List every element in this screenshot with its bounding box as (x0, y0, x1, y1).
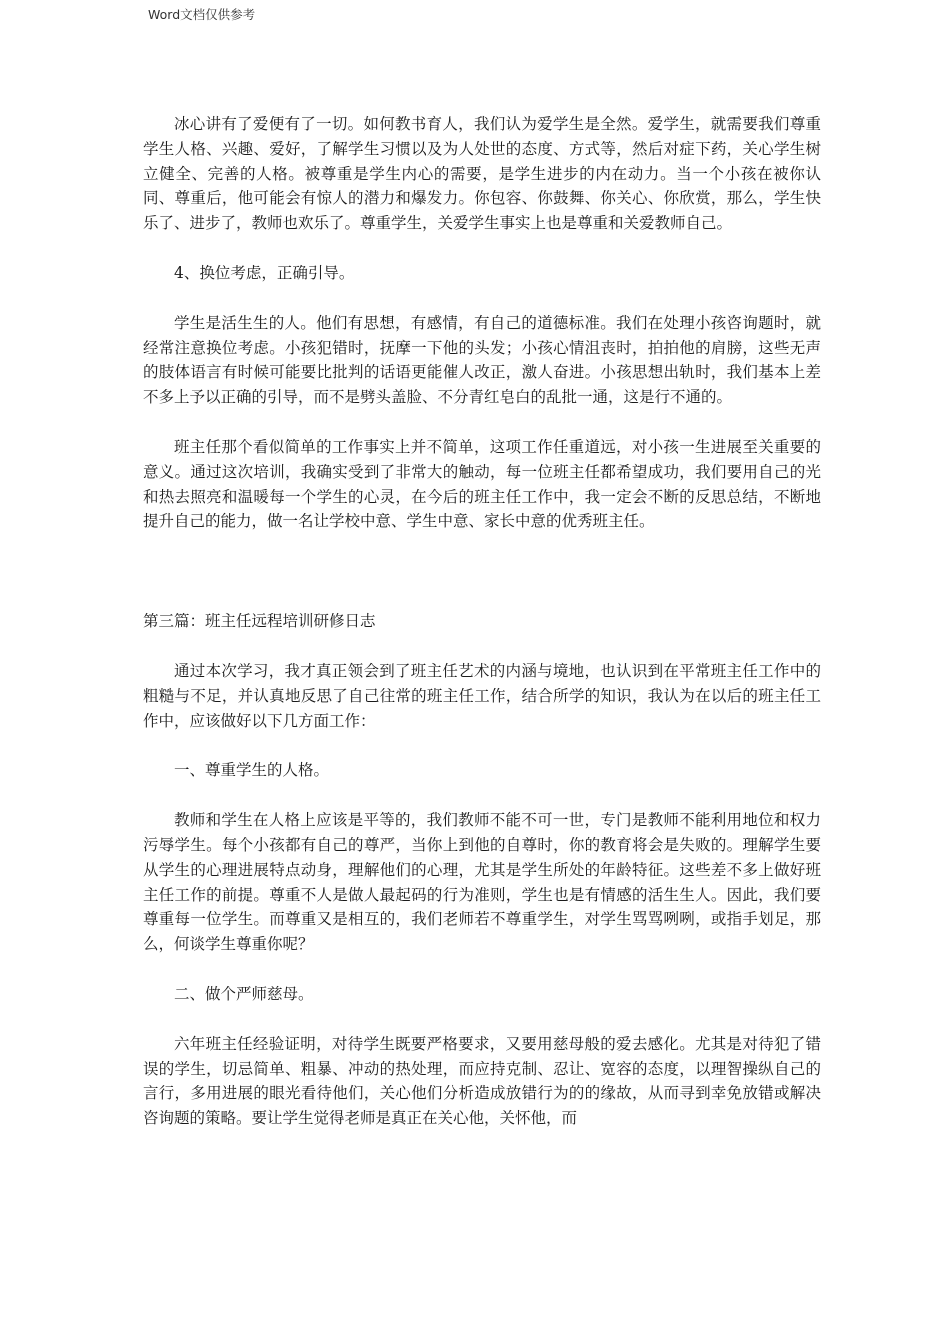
paragraph-love: 冰心讲有了爱便有了一切。如何教书育人，我们认为爱学生是全然。爱学生，就需要我们尊重学生人格、兴趣、爱好，了解学生习惯以及为人处世的态度、方式等，然后对症下药，关心学生树立健全、完善的人格。被尊重是学生内心的需要，是学生进步的内在动力。当一个小孩在被你认同、尊重后，他可能会有惊人的潜力和爆发力。你包容、你鼓舞、你关心、你欣赏，那么，学生快乐了、进步了，教师也欢乐了。尊重学生，关爱学生事实上也是尊重和关爱教师自己。 (143, 115, 821, 233)
heading-strict-kind: 二、做个严师慈母。 (174, 984, 314, 1003)
document-body (143, 112, 821, 1131)
heading-empathy: 4、换位考虑，正确引导。 (174, 263, 355, 282)
header-note: Word文档仅供参考 (148, 7, 256, 22)
paragraph-respect: 教师和学生在人格上应该是平等的，我们教师不能不可一世，专门是教师不能利用地位和权力污辱学生。每个小孩都有自己的尊严，当你上到他的自尊时，你的教育将会是失败的。理解学生要从学生的心理进展特点动身，理解他们的心理，尤其是学生所处的年龄特征。这些差不多上做好班主任工作的前提。尊重不人是做人最起码的行为准则，学生也是有情感的活生生人。因此，我们要尊重每一位学生。而尊重又是相互的，我们老师若不尊重学生，对学生骂骂咧咧，或指手划足，那么，何谈学生尊重你呢？ (143, 811, 821, 954)
paragraph-intro: 通过本次学习，我才真正领会到了班主任艺术的内涵与境地，也认识到在平常班主任工作中的粗糙与不足，并认真地反思了自己往常的班主任工作，结合所学的知识，我认为在以后的班主任工作中，应该做好以下几方面工作： (143, 661, 821, 730)
section-title: 第三篇：班主任远程培训研修日志 (143, 612, 376, 631)
paragraph-strict-kind: 六年班主任经验证明，对待学生既要严格要求，又要用慈母般的爱去感化。尤其是对待犯了错误的学生，切忌简单、粗暴、冲动的热处理，而应持克制、忍让、宽容的态度，以理智操纵自己的言行，多用进展的眼光看待他们，关心他们分析造成放错行为的的缘故，从而寻到幸免放错或解决咨询题的策略。要让学生觉得老师是真正在关心他，关怀他，而 (143, 1034, 821, 1128)
paragraph-empathy: 学生是活生生的人。他们有思想，有感情，有自己的道德标准。我们在处理小孩咨询题时，就经常注意换位考虑。小孩犯错时，抚摩一下他的头发；小孩心情沮丧时，拍拍他的肩膀，这些无声的肢体语言有时候可能要比批判的话语更能催人改正，激人奋进。小孩思想出轨时，我们基本上差不多上予以正确的引导，而不是劈头盖脸、不分青红皂白的乱批一通，这是行不通的。 (143, 313, 821, 407)
heading-respect: 一、尊重学生的人格。 (174, 761, 330, 780)
paragraph-summary: 班主任那个看似简单的工作事实上并不简单，这项工作任重道远，对小孩一生进展至关重要的意义。通过这次培训，我确实受到了非常大的触动，每一位班主任都希望成功，我们要用自己的光和热去照亮和温暖每一个学生的心灵，在今后的班主任工作中，我一定会不断的反思总结，不断地提升自己的能力，做一名让学校中意、学生中意、家长中意的优秀班主任。 (143, 437, 821, 531)
